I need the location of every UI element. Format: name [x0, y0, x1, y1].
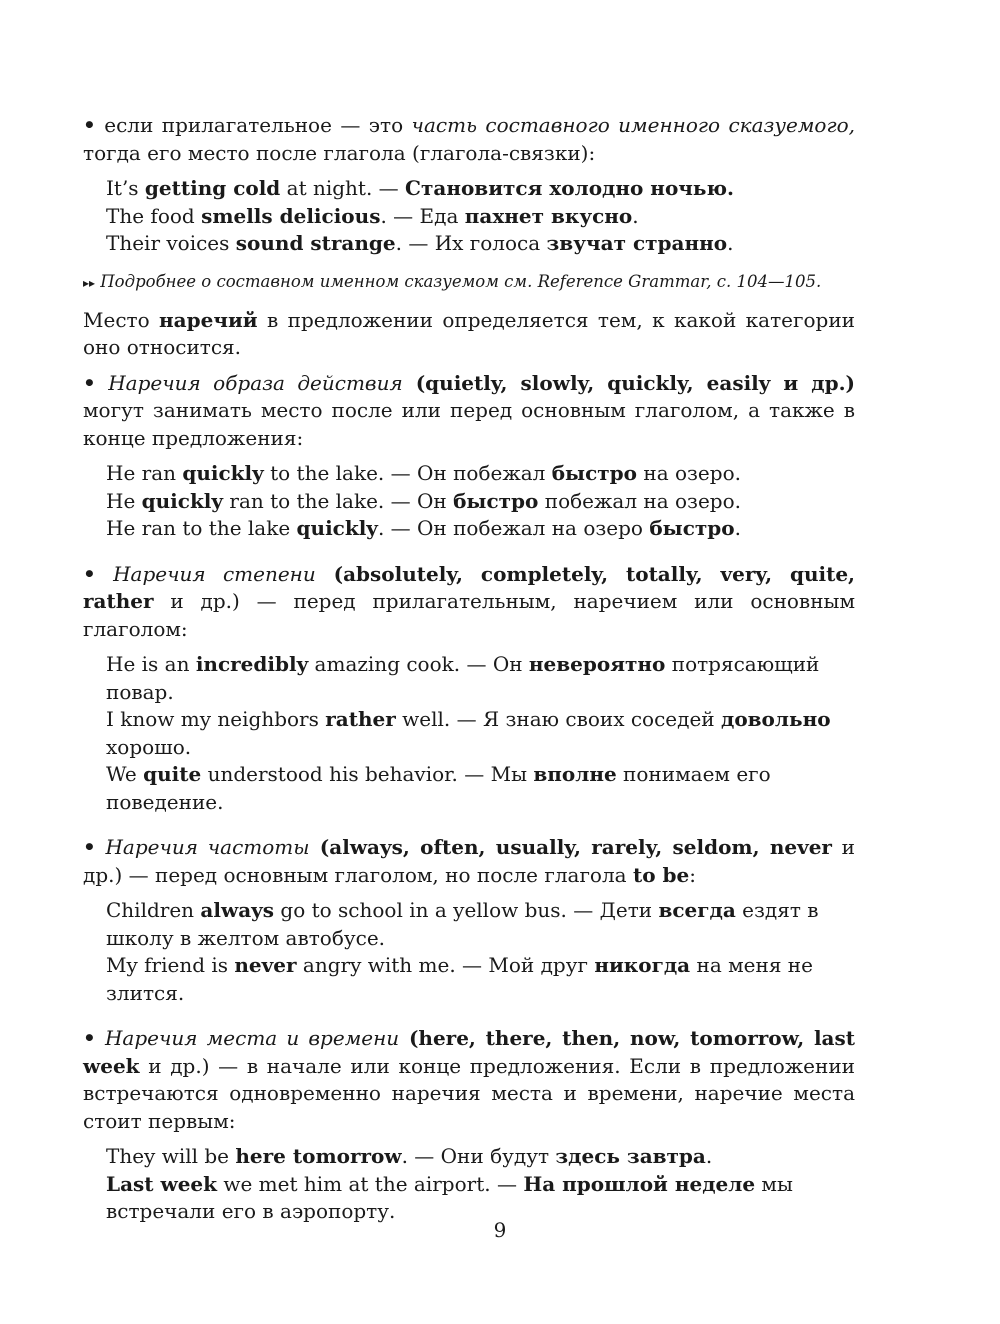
examples-place-time-adverbs: [83, 1143, 855, 1226]
section-description: и др.) — перед прилагательным, наречием или основным глаголом:: [83, 589, 855, 641]
text-span: мы встречали его в аэропорту.: [106, 1171, 793, 1223]
emphasis: quickly: [296, 516, 378, 540]
emphasis: невероятно: [528, 652, 666, 676]
example-line: [106, 952, 855, 1007]
term-list: (always, often, usually, rarely, seldom, never: [309, 835, 832, 859]
text-span: потрясающий повар.: [106, 652, 820, 704]
example-line: [106, 1143, 855, 1171]
examples-manner-adverbs: [83, 460, 855, 543]
example-line: [106, 761, 855, 816]
page-number: 9: [493, 1218, 507, 1242]
text-span: .: [705, 1144, 713, 1168]
section-predicate-adjective: [83, 112, 855, 167]
emphasis: быстро: [551, 461, 638, 485]
text-span: . — Они будут: [401, 1144, 556, 1168]
text-span: They will be: [106, 1144, 236, 1168]
intro-paragraph: [83, 307, 855, 362]
examples-degree-adverbs: [83, 651, 855, 816]
text-span: :: [689, 862, 696, 887]
emphasis: quickly: [182, 461, 264, 485]
text-span: at night. —: [280, 176, 406, 200]
emphasis: никогда: [594, 953, 691, 977]
emphasis: to be: [632, 862, 690, 887]
text-span: to the lake. — Он побежал: [263, 461, 552, 485]
emphasis: вполне: [533, 762, 617, 786]
emphasis: здесь завтра: [555, 1144, 706, 1168]
text-span: He ran to the lake: [106, 516, 297, 540]
section-description: могут занимать место после или перед основным глаголом, а также в конце предложения:: [83, 398, 855, 450]
section-title: Наречия степени: [113, 561, 316, 586]
example-line: [106, 706, 855, 761]
emphasis: Становится холодно ночью.: [405, 176, 734, 200]
section-manner-adverbs: [83, 370, 855, 453]
text-span: хорошо.: [106, 734, 192, 759]
text-span: angry with me. — Мой друг: [296, 953, 595, 977]
text-span: My friend is: [106, 953, 235, 977]
term-list: (quietly, slowly, quickly, easily и др.): [402, 370, 855, 395]
example-line: [106, 460, 855, 488]
text-span: He: [106, 488, 142, 513]
section-title: Наречия места и времени: [104, 1026, 400, 1050]
text-span: . — Он побежал на озеро: [377, 516, 650, 540]
text-span: побежал на озеро.: [538, 488, 741, 513]
example-line: [106, 203, 855, 231]
emphasis: never: [234, 953, 297, 977]
text-span: на меня не злится.: [106, 953, 813, 1005]
text-span: ездят в школу в желтом автобусе.: [106, 898, 819, 950]
section-degree-adverbs: [83, 561, 855, 644]
text-span: . — Еда: [380, 203, 465, 228]
bullet-point: •: [83, 561, 96, 586]
lead-italic-text: часть составного именного сказуемого,: [411, 113, 855, 137]
lead-tail-text: тогда его место после глагола (глагола-связки):: [83, 140, 596, 165]
text-span: understood his behavior. — Мы: [201, 762, 534, 786]
text-span: .: [632, 203, 639, 228]
emphasis: incredibly: [195, 652, 309, 676]
text-span: He ran: [106, 461, 183, 485]
bullet-point: •: [83, 835, 96, 859]
text-span: Место: [83, 307, 160, 332]
emphasis: quite: [143, 762, 202, 786]
text-span: Children: [106, 898, 201, 922]
text-span: It’s: [106, 176, 145, 200]
reference-text: Подробнее о составном именном сказуемом см. Reference Grammar, с. 104—105.: [100, 271, 822, 291]
section-description: и др.) — перед основным глаголом, но после глагола: [83, 835, 855, 887]
text-span: we met him at the airport. —: [217, 1171, 524, 1196]
reference-note: [83, 270, 855, 295]
emphasis: sound strange: [235, 231, 396, 255]
bullet-point: •: [83, 370, 96, 395]
text-span: I know my neighbors: [106, 707, 326, 731]
text-span: We: [106, 762, 144, 786]
text-span: .: [734, 516, 741, 540]
text-span: Their voices: [106, 231, 236, 255]
double-arrow-icon: ▸▸: [83, 275, 96, 290]
text-span: .: [727, 231, 734, 255]
section-frequency-adverbs: [83, 834, 855, 889]
term-list: (absolutely, completely, totally, very, quite, rather: [83, 561, 856, 613]
text-span: понимаем его поведение.: [106, 762, 771, 814]
emphasis: quickly: [141, 488, 224, 513]
emphasis: На прошлой неделе: [523, 1171, 756, 1196]
emphasis: пахнет вкусно: [464, 203, 633, 228]
emphasis: smells delicious: [201, 203, 381, 228]
text-span: . — Их голоса: [395, 231, 547, 255]
emphasis: always: [200, 898, 275, 922]
emphasis: наречий: [159, 307, 258, 332]
emphasis: довольно: [720, 707, 831, 731]
section-title: Наречия образа действия: [108, 370, 403, 395]
section-place-time-adverbs: [83, 1025, 855, 1135]
examples-predicate-adjective: [83, 175, 855, 258]
text-span: well. — Я знаю своих соседей: [395, 707, 721, 731]
bullet-point: •: [83, 113, 96, 137]
lead-text: если прилагательное — это: [104, 113, 412, 137]
emphasis: rather: [325, 707, 396, 731]
text-span: The food: [106, 203, 202, 228]
text-span: на озеро.: [637, 461, 741, 485]
example-line: [106, 651, 855, 706]
emphasis: Last week: [106, 1171, 218, 1196]
emphasis: быстро: [453, 488, 539, 513]
section-description: и др.) — в начале или конце предложения. Если в предложении встречаются одновременно наречия места и времени, наречие места стоит первым:: [83, 1053, 855, 1133]
emphasis: звучат странно: [546, 231, 728, 255]
emphasis: getting cold: [144, 176, 281, 200]
text-span: amazing cook. — Он: [308, 652, 529, 676]
text-span: He is an: [106, 652, 196, 676]
example-line: [106, 175, 855, 203]
bullet-point: •: [83, 1026, 96, 1050]
examples-frequency-adverbs: [83, 897, 855, 1007]
emphasis: всегда: [658, 898, 736, 922]
example-line: [106, 230, 855, 258]
text-span: ran to the lake. — Он: [223, 488, 454, 513]
section-title: Наречия частоты: [105, 835, 310, 859]
example-line: [106, 515, 855, 543]
term-list: (here, there, then, now, tomorrow, last week: [83, 1026, 856, 1078]
emphasis: here tomorrow: [235, 1144, 402, 1168]
emphasis: быстро: [649, 516, 735, 540]
example-line: [106, 488, 855, 516]
example-line: [106, 897, 855, 952]
text-span: go to school in a yellow bus. — Дети: [274, 898, 659, 922]
text-span: в предложении определяется тем, к какой категории оно относится.: [83, 307, 855, 359]
